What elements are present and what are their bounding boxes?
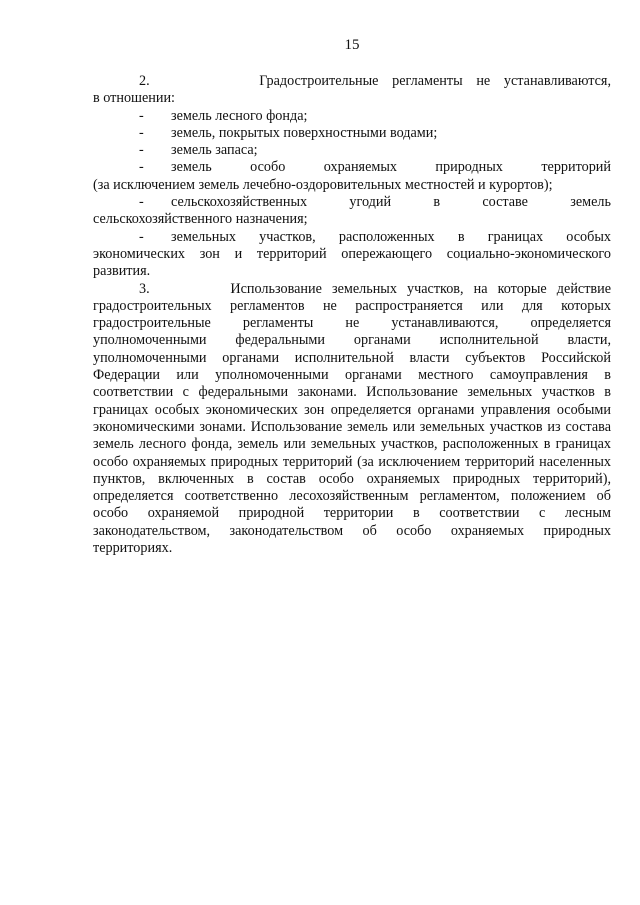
list-item <box>93 159 611 176</box>
list-dash: - <box>139 194 144 211</box>
paragraph-2-number: 2. <box>139 73 150 89</box>
paragraph-2-first-line <box>93 73 611 90</box>
list-item <box>93 229 611 246</box>
list-item-continuation: (за исключением земель лечебно-оздоровительных местностей и курортов); <box>93 176 553 193</box>
list-item-text: земель, покрытых поверхностными водами; <box>171 124 438 141</box>
list-dash: - <box>139 228 144 245</box>
paragraph-3-number: 3. <box>139 280 150 297</box>
list-item-text: земель запаса; <box>171 142 258 159</box>
list-item <box>93 142 611 159</box>
list-dash: - <box>139 142 144 159</box>
paragraph-3-text: Использование земельных участков, на которые действие градостроительных регламентов не распространяется или для которых градостроительные регламенты не устанавливаются, определяется уполномоченными федеральными органами исполнительной власти, уполномоченными органами исполнительной власти субъектов Российской Федерации или уполномоченными органами местного самоуправления в соответствии с федеральными законами. Использование земельных участков в границах особых экономических зон определяется органами управления особыми экономическими зонами. Использование земель или земельных участков из состава земель лесного фонда, земель или земельных участков, расположенных в границах особо охраняемых природных территорий (за исключением территорий населенных пунктов, включенных в состав особо охраняемых природных территорий), определяется соответственно лесохозяйственным регламентом, положением об особо охраняемой природной территории в соответствии с лесным законодательством, законодательством об особо охраняемых природных территориях. <box>93 280 612 557</box>
document-page <box>93 36 611 557</box>
list-dash: - <box>139 124 144 141</box>
paragraph-2-text: Градостроительные регламенты не устанавливаются, <box>259 73 611 89</box>
list-item-first-line: земель особо охраняемых природных территорий <box>171 159 611 176</box>
list-dash: - <box>139 159 144 176</box>
list-item-first-line: земельных участков, расположенных в границах особых <box>171 228 611 245</box>
page-number: 15 <box>344 37 360 53</box>
list-item-continuation: экономических зон и территорий опережающего социально-экономического развития. <box>93 245 611 280</box>
list-item <box>93 125 611 142</box>
list-item <box>93 194 611 211</box>
paragraph-2-second-line: в отношении: <box>93 90 175 107</box>
list-item <box>93 108 611 125</box>
list-item-text: земель лесного фонда; <box>171 107 308 124</box>
list-item-first-line: сельскохозяйственных угодий в составе земель <box>171 194 611 211</box>
list-dash: - <box>139 107 144 124</box>
paragraph-3 <box>93 281 611 558</box>
list-item-continuation: сельскохозяйственного назначения; <box>93 211 308 228</box>
